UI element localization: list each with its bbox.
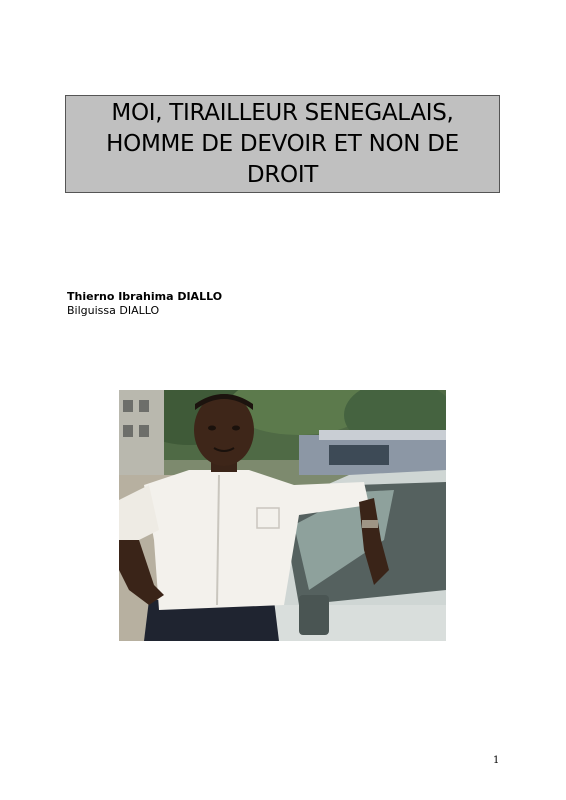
cover-photo	[119, 390, 446, 641]
title-box	[65, 95, 500, 193]
portrait-photo-icon	[119, 390, 446, 641]
document-title: MOI, TIRAILLEUR SENEGALAIS, HOMME DE DEVOIR ET NON DE DROIT	[106, 99, 459, 188]
author-primary: Thierno Ibrahima DIALLO	[67, 290, 223, 303]
page-number: 1	[493, 755, 500, 766]
author-secondary: Bilguissa DIALLO	[67, 304, 160, 317]
author-block	[67, 290, 222, 318]
